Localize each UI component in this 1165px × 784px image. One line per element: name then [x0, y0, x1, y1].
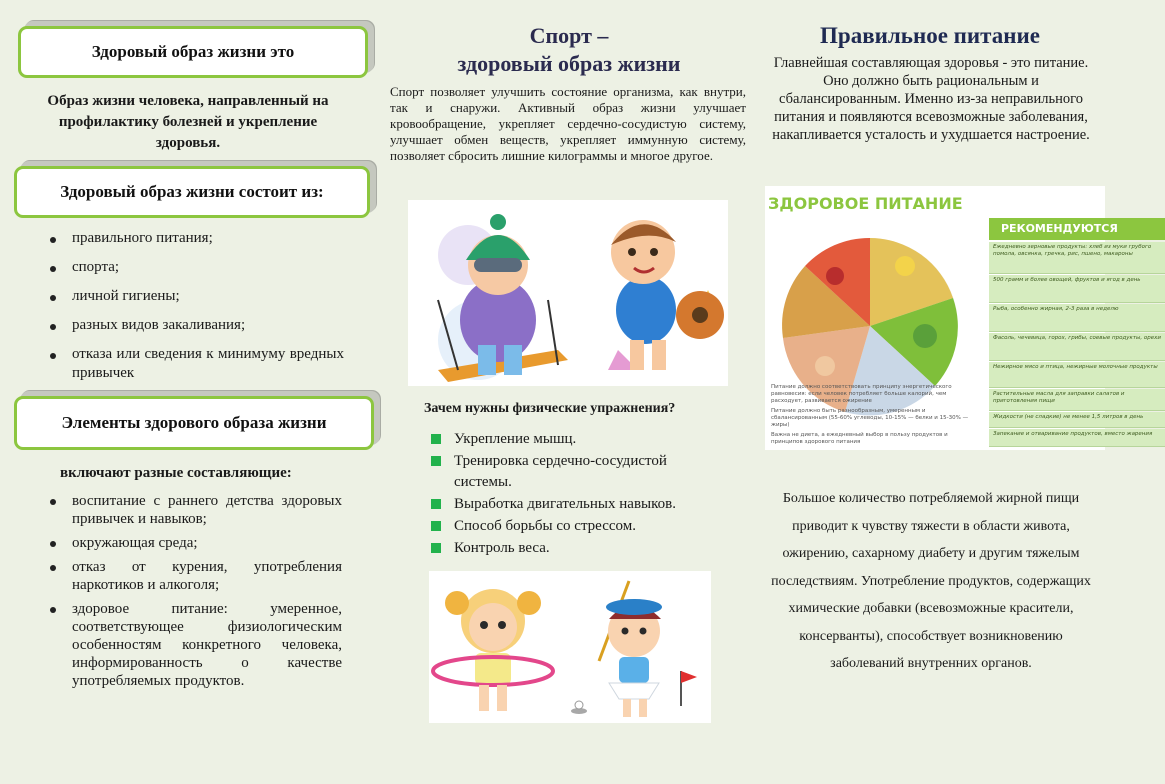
tab-title: Здоровый образ жизни состоит из:: [60, 182, 324, 201]
tab-elements: [14, 396, 374, 450]
nutrition-paragraph: Главнейшая составляющая здоровья - это питание. Оно должно быть рациональным и сбалансированным. Именно из-за неправильного питания и появляются всевозможные заболевания, накапливается усталость и ухудшается настроение.: [772, 55, 1090, 143]
nutrition-title: Правильное питание: [820, 23, 1040, 48]
tab-title: Здоровый образ жизни это: [91, 42, 295, 61]
infographic-note: Питание должно соответствовать принципу энергетического равновесия: если человек потребляет больше калорий, чем расходует, развивается ожирение: [771, 384, 952, 404]
title-line: Спорт –: [529, 23, 609, 48]
sport-kids-image: [408, 200, 728, 386]
benefits-list: [430, 429, 710, 560]
list-item: личной гигиены;: [46, 287, 344, 306]
exercise-question: Зачем нужны физические упражнения?: [424, 401, 676, 416]
fat-food-paragraph: Большое количество потребляемой жирной пищи приводит к чувству тяжести в области живота, ожирению, сахарному диабету и другим тяжелым последствиям. Употребление продуктов, содержащих химические добавки (всевозможные красители, консерванты), способствует возникновению заболеваний внутренних органов.: [771, 491, 1091, 671]
infographic-note: Питание должно быть разнообразным, умеренным и сбалансированным (55-60% углеводы, 10-15% — белки и 15-30% — жиры): [771, 408, 969, 428]
list-item: воспитание с раннего детства здоровых привычек и навыков;: [46, 492, 342, 528]
list-item: окружающая среда;: [46, 534, 342, 552]
tab-healthy-lifestyle-is: [18, 26, 368, 78]
sport-paragraph: Спорт позволяет улучшить состояние организма, как внутри, так и снаружи. Активный образ жизни улучшает кровообращение, укрепляет сердечно-сосудистую систему, улучшает обмен веществ, укрепляет иммунную систему, позволяет сбросить лишние килограммы и многое другое.: [390, 84, 746, 163]
recommend-item: Растительные масла для заправки салатов и приготовления пищи: [989, 389, 1165, 411]
list-item: Тренировка сердечно-сосудистой системы.: [430, 451, 710, 493]
kids-hoop-golf-image: [429, 571, 711, 723]
recommend-item: Фасоль, чечевица, горох, грибы, соевые продукты, орехи: [989, 333, 1165, 361]
recommend-item: Жидкости (не сладкие) не менее 1,5 литров в день: [989, 412, 1165, 428]
definition-text: Образ жизни человека, направленный на профилактику болезней и укрепление здоровья.: [47, 93, 329, 151]
infographic-note: Важна не диета, а ежедневный выбор в пользу продуктов и принципов здорового питания: [771, 432, 948, 445]
list-item: Укрепление мышц.: [430, 429, 710, 450]
elements-list: [46, 492, 342, 696]
title-line: здоровый образ жизни: [457, 51, 681, 76]
kids-sport-illustration: [408, 200, 728, 386]
nutrition-infographic: [765, 186, 1161, 450]
list-item: Контроль веса.: [430, 538, 710, 559]
sport-title: [390, 22, 748, 78]
list-item: здоровое питание: умеренное, соответствующее физиологическим особенностям конкретного человека, информированность о качестве употребляемых продуктов.: [46, 600, 342, 690]
consists-list: [46, 229, 344, 393]
recommend-header: РЕКОМЕНДУЮТСЯ: [989, 218, 1165, 240]
recommend-item: Рыба, особенно жирная, 2-3 раза в неделю: [989, 304, 1165, 332]
tab-consists-of: [14, 166, 370, 218]
kids-games-illustration: [429, 571, 711, 723]
list-item: спорта;: [46, 258, 344, 277]
list-item: разных видов закаливания;: [46, 316, 344, 335]
list-item: правильного питания;: [46, 229, 344, 248]
recommend-item: Запекание и отваривание продуктов, вместо жарения: [989, 429, 1165, 447]
list-item: отказ от курения, употребления наркотиков и алкоголя;: [46, 558, 342, 594]
infographic-title: ЗДОРОВОЕ ПИТАНИЕ: [768, 194, 963, 213]
list-item: отказа или сведения к минимуму вредных привычек: [46, 345, 344, 383]
recommend-item: Нежирное мясо и птица, нежирные молочные продукты: [989, 362, 1165, 388]
list-item: Способ борьбы со стрессом.: [430, 516, 710, 537]
recommend-item: Ежедневно зерновые продукты: хлеб из муки грубого помола, овсянка, гречка, рис, пшено, макароны: [989, 242, 1165, 274]
recommend-item: 500 грамм и более овощей, фруктов и ягод в день: [989, 275, 1165, 303]
list-item: Выработка двигательных навыков.: [430, 494, 710, 515]
elements-intro: включают разные составляющие:: [60, 465, 292, 481]
tab-title: Элементы здорового образа жизни: [61, 413, 327, 432]
